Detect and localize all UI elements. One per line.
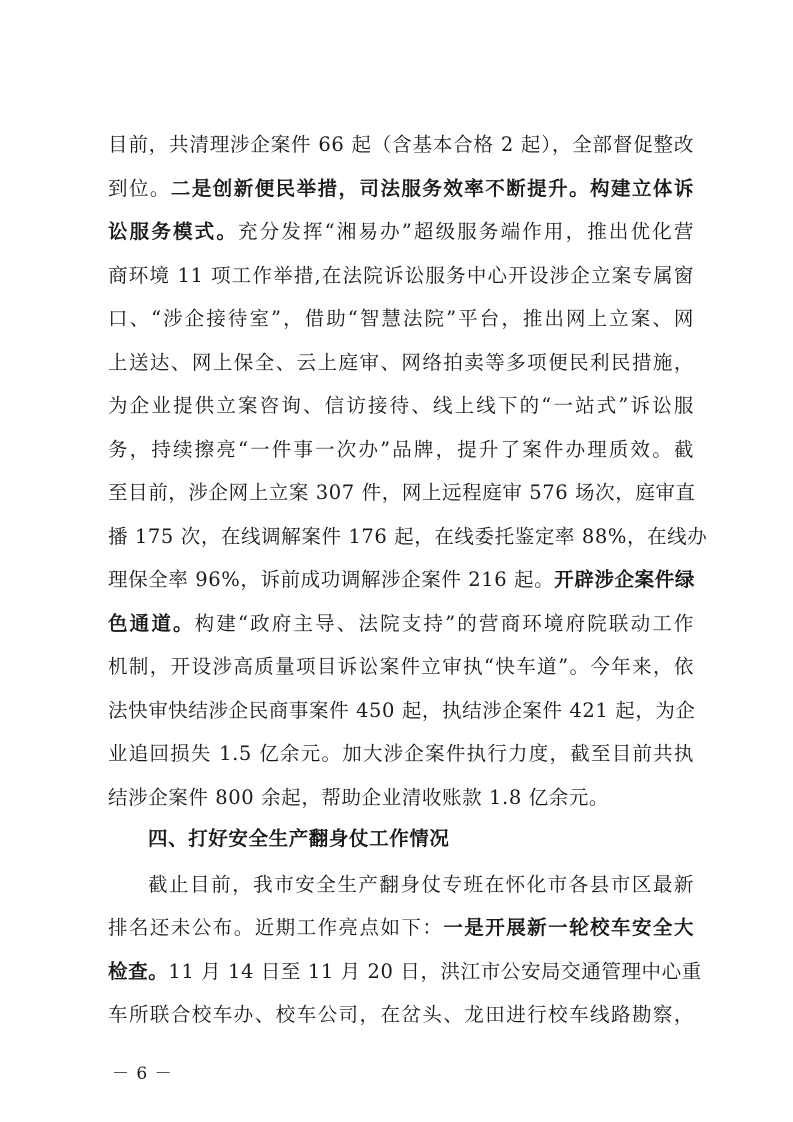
page-number: － 6 － <box>112 1064 173 1084</box>
text-line <box>108 998 694 1032</box>
text-line <box>108 955 702 989</box>
text-run: 截止目前，我市安全生产翻身仗专班在怀化市各县市区最新 <box>148 872 694 896</box>
text-line <box>148 868 694 902</box>
text-line <box>108 346 694 380</box>
text-line <box>108 172 694 206</box>
bold-text-run: 检查。 <box>108 959 169 983</box>
text-line <box>108 476 694 510</box>
text-run: 车所联合校车办、校车公司，在岔头、龙田进行校车线路勘察， <box>108 1003 694 1026</box>
bold-text-run: 讼服务模式。 <box>108 220 238 243</box>
text-run: 上送达、网上保全、云上庭审、网络拍卖等多项便民利民措施， <box>108 350 694 374</box>
bold-text-run: 一是开展新一轮校车安全大 <box>443 916 694 939</box>
text-run: 为企业提供立案咨询、信访接待、线上线下的“一站式”诉讼服 <box>108 394 694 417</box>
text-run: 机制，开设涉高质量项目诉讼案件立审执“快车道”。今年来，依 <box>108 655 694 678</box>
text-run: 充分发挥“湘易办”超级服务端作用，推出优化营 <box>238 220 694 243</box>
text-line <box>108 520 708 554</box>
bold-text-run: 开辟涉企案件绿 <box>554 568 695 591</box>
text-line <box>108 650 694 684</box>
text-run: 理保全率 96%，诉前成功调解涉企案件 216 起。 <box>108 568 555 591</box>
text-line <box>108 607 694 641</box>
text-run: 到位。 <box>108 176 171 200</box>
text-run: 商环境 11 项工作举措,在法院诉讼服务中心开设涉企立案专属窗 <box>108 263 694 287</box>
text-run: 11 月 14 日至 11 月 20 日，洪江市公安局交通管理中心重 <box>168 959 702 983</box>
bold-text-run: 色通道。 <box>108 611 195 635</box>
text-run: 播 175 次，在线调解案件 176 起，在线委托鉴定率 88%，在线办 <box>108 524 708 548</box>
text-line <box>108 781 694 815</box>
text-line <box>108 433 694 467</box>
text-line <box>108 694 694 728</box>
text-run: 口、“涉企接待室”，借助“智慧法院”平台，推出网上立案、网 <box>108 307 694 330</box>
text-run: 业追回损失 1.5 亿余元。加大涉企案件执行力度，截至目前共执 <box>108 742 694 765</box>
text-line <box>108 215 694 249</box>
text-run: 至目前，涉企网上立案 307 件，网上远程庭审 576 场次，庭审直 <box>108 481 696 504</box>
text-line <box>108 389 694 423</box>
text-line <box>108 259 694 293</box>
text-run: 结涉企案件 800 余起，帮助企业清收账款 1.8 亿余元。 <box>108 785 610 809</box>
text-run: 法快审快结涉企民商事案件 450 起，执结涉企案件 421 起，为企 <box>108 698 696 722</box>
text-line <box>108 563 694 597</box>
text-run: 构建“政府主导、法院支持”的营商环境府院联动工作 <box>194 611 695 635</box>
text-line <box>108 737 694 771</box>
text-line <box>108 128 694 162</box>
bold-text-run: 二是创新便民举措，司法服务效率不断提升。构建立体诉 <box>170 176 694 200</box>
text-line <box>108 911 694 945</box>
section-heading: 四、打好安全生产翻身仗工作情况 <box>148 827 450 850</box>
text-run: 排名还未公布。近期工作亮点如下： <box>108 916 444 939</box>
text-run: 目前，共清理涉企案件 66 起（含基本合格 2 起），全部督促整改 <box>108 133 694 156</box>
text-line <box>108 302 694 336</box>
text-run: 务，持续擦亮“一件事一次办”品牌，提升了案件办理质效。截 <box>108 437 694 461</box>
